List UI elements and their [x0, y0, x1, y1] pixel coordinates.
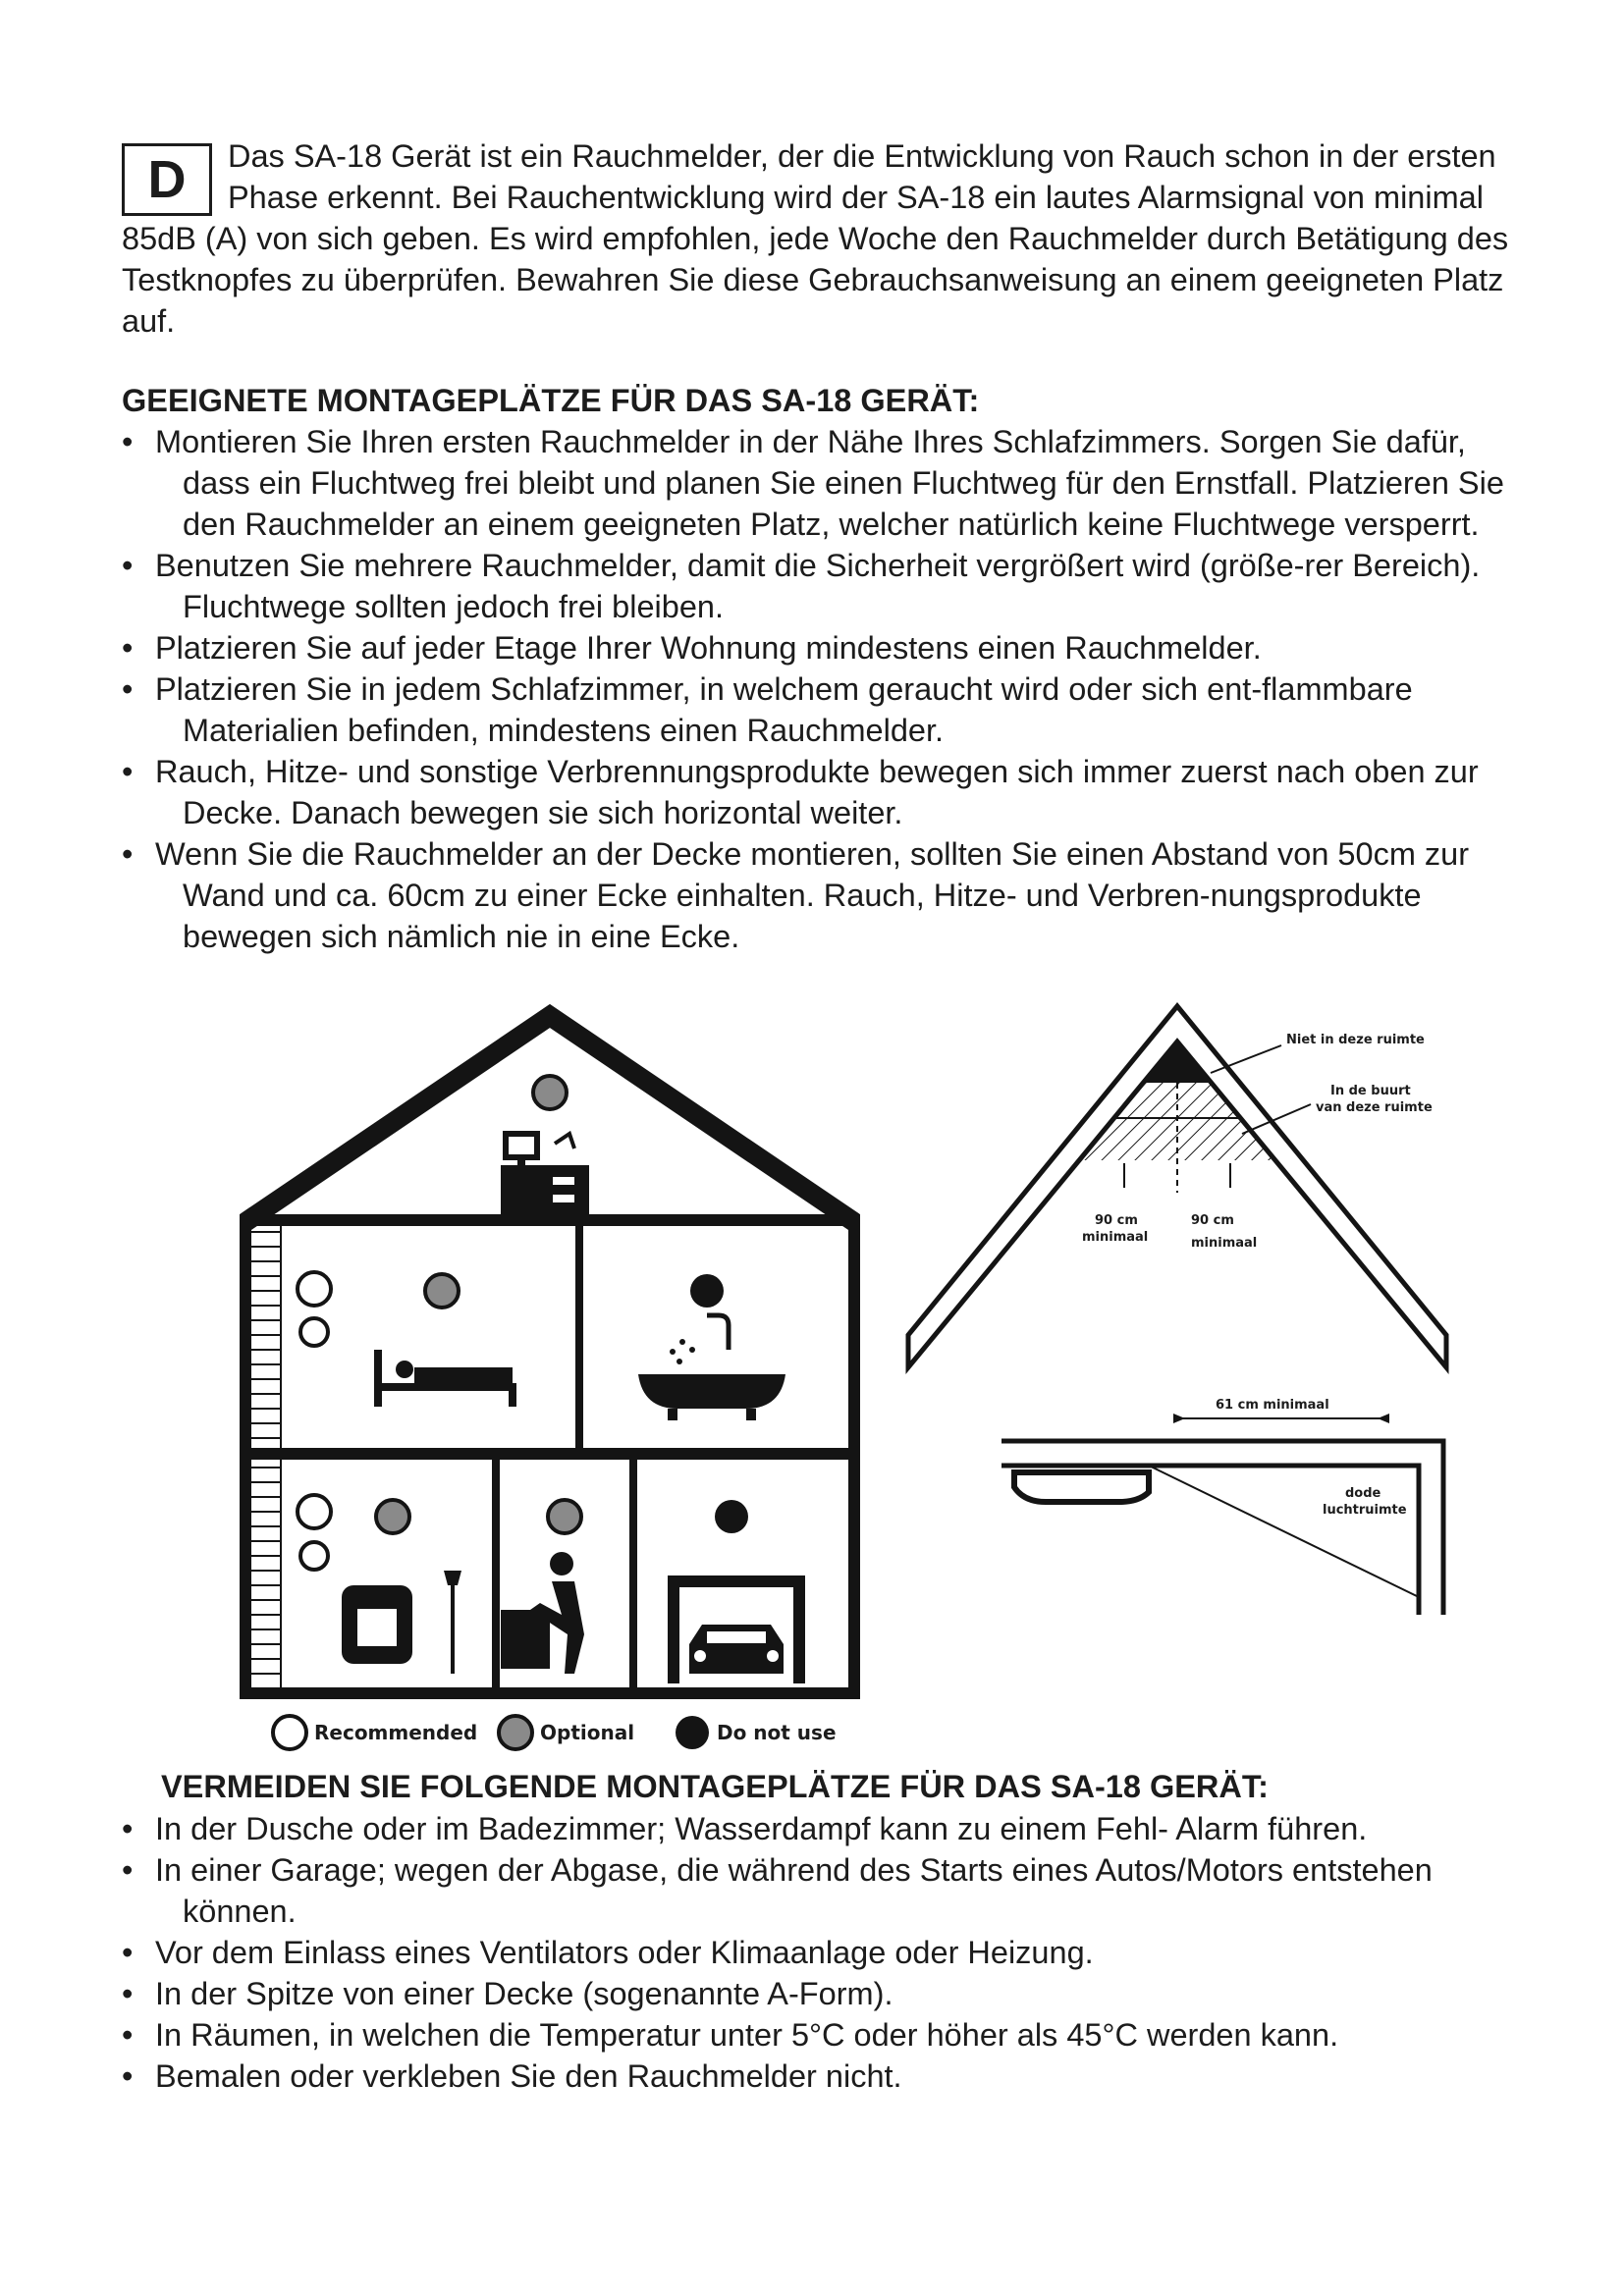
- detector-do-not-use: [690, 1274, 724, 1308]
- language-code: D: [147, 150, 187, 209]
- list-item: • Wenn Sie die Rauchmelder an der Decke montieren, sollten Sie einen Abstand von 50cm zur Wand und ca. 60cm zu einer Ecke einhalten. Rauch, Hitze- und Verbren-nungsprodukte bewegen sich nämlich nie in eine Ecke.: [122, 833, 1536, 957]
- dead-air-label-1: dode: [1345, 1486, 1381, 1501]
- attic-desk-icon: [501, 1076, 589, 1214]
- label-near-space-1: In de buurt: [1330, 1084, 1411, 1098]
- label-near-space-2: van deze ruimte: [1316, 1100, 1433, 1115]
- intro-section: [122, 135, 1516, 342]
- list-item: • Platzieren Sie auf jeder Etage Ihrer Wohnung mindestens einen Rauchmelder.: [122, 627, 1536, 668]
- detector-optional: [425, 1274, 459, 1308]
- detector-optional: [548, 1500, 581, 1533]
- list-item: • Benutzen Sie mehrere Rauchmelder, damit die Sicherheit vergrößert wird (größe-rer Bereich). Fluchtwege sollten jedoch frei bleiben.: [122, 545, 1536, 627]
- ceiling-placement-diagram: [898, 996, 1507, 1625]
- language-badge: [122, 143, 212, 216]
- intro-paragraph: Das SA-18 Gerät ist ein Rauchmelder, der die Entwicklung von Rauch schon in der ersten Phase erkennt. Bei Rauchentwicklung wird der SA-18 ein lautes Alarmsignal von minimal 85dB (A) von sich geben. Es wird empfohlen, jede Woche den Rauchmelder durch Betätigung des Testknopfes zu überprüfen. Bewahren Sie diese Gebrauchsanweisung an einem geeigneten Platz auf.: [122, 138, 1509, 339]
- legend-recommended-label: Recommended: [314, 1721, 478, 1744]
- living-room-icon: [342, 1500, 461, 1674]
- house-svg: [236, 996, 864, 1757]
- person-icon: [300, 1318, 328, 1346]
- detector-recommended: [298, 1272, 331, 1306]
- bathroom-icon: [638, 1274, 785, 1420]
- list-item: • Vor dem Einlass eines Ventilators oder Klimaanlage oder Heizung.: [122, 1932, 1536, 1973]
- list-item: • Montieren Sie Ihren ersten Rauchmelder in der Nähe Ihres Schlafzimmers. Sorgen Sie dafür, dass ein Fluchtweg frei bleibt und planen Sie einen Fluchtweg für den Ernstfall. Platzieren Sie den Rauchmelder an einem geeigneten Platz, welcher natürlich keine Fluchtwege versperrt.: [122, 421, 1536, 545]
- left-distance-value: 90 cm: [1095, 1213, 1138, 1228]
- legend-recommended-swatch: [273, 1716, 306, 1749]
- right-distance-note: minimaal: [1191, 1236, 1258, 1251]
- legend-do-not-use-label: Do not use: [717, 1721, 837, 1744]
- bedroom-icon: [378, 1274, 513, 1407]
- person-icon: [300, 1542, 328, 1570]
- detector-do-not-use: [715, 1500, 748, 1533]
- list-item: • Rauch, Hitze- und sonstige Verbrennungsprodukte bewegen sich immer zuerst nach oben zur Decke. Danach bewegen sie sich horizontal weiter.: [122, 751, 1536, 833]
- detector-optional: [533, 1076, 567, 1109]
- list-item: • Bemalen oder verkleben Sie den Rauchmelder nicht.: [122, 2056, 1536, 2097]
- legend-optional-label: Optional: [540, 1721, 635, 1744]
- list-item: • In der Spitze von einer Decke (sogenannte A-Form).: [122, 1973, 1536, 2014]
- detector-icon: [1014, 1472, 1149, 1502]
- detector-optional: [376, 1500, 409, 1533]
- right-distance-value: 90 cm: [1191, 1213, 1234, 1228]
- list-item: • In Räumen, in welchen die Temperatur unter 5°C oder höher als 45°C werden kann.: [122, 2014, 1536, 2056]
- avoid-heading: VERMEIDEN SIE FOLGENDE MONTAGEPLÄTZE FÜR DAS SA-18 GERÄT:: [161, 1769, 1269, 1804]
- list-item: • Platzieren Sie in jedem Schlafzimmer, in welchem geraucht wird oder sich ent-flammbare Materialien befinden, mindestens einen Rauchmelder.: [122, 668, 1536, 751]
- list-item: • In einer Garage; wegen der Abgase, die während des Starts eines Autos/Motors entstehen können.: [122, 1849, 1536, 1932]
- kitchen-icon: [501, 1500, 584, 1674]
- wall-distance-label: 61 cm minimaal: [1216, 1398, 1329, 1413]
- legend-do-not-use-swatch: [676, 1716, 709, 1749]
- label-not-in-space: Niet in deze ruimte: [1286, 1033, 1425, 1047]
- avoid-list: [122, 1808, 1536, 2097]
- list-item: • In der Dusche oder im Badezimmer; Wasserdampf kann zu einem Fehl- Alarm führen.: [122, 1808, 1536, 1849]
- ceiling-svg: [898, 996, 1507, 1625]
- legend: [273, 1716, 837, 1749]
- suitable-list: [122, 421, 1536, 957]
- legend-optional-swatch: [499, 1716, 532, 1749]
- dead-air-label-2: luchtruimte: [1323, 1503, 1407, 1518]
- left-distance-note: minimaal: [1082, 1230, 1149, 1245]
- detector-recommended: [298, 1495, 331, 1528]
- a-frame-roof: [908, 1006, 1446, 1367]
- house-placement-diagram: [236, 996, 864, 1757]
- garage-icon: [668, 1500, 805, 1683]
- suitable-heading: GEEIGNETE MONTAGEPLÄTZE FÜR DAS SA-18 GERÄT:: [122, 383, 980, 418]
